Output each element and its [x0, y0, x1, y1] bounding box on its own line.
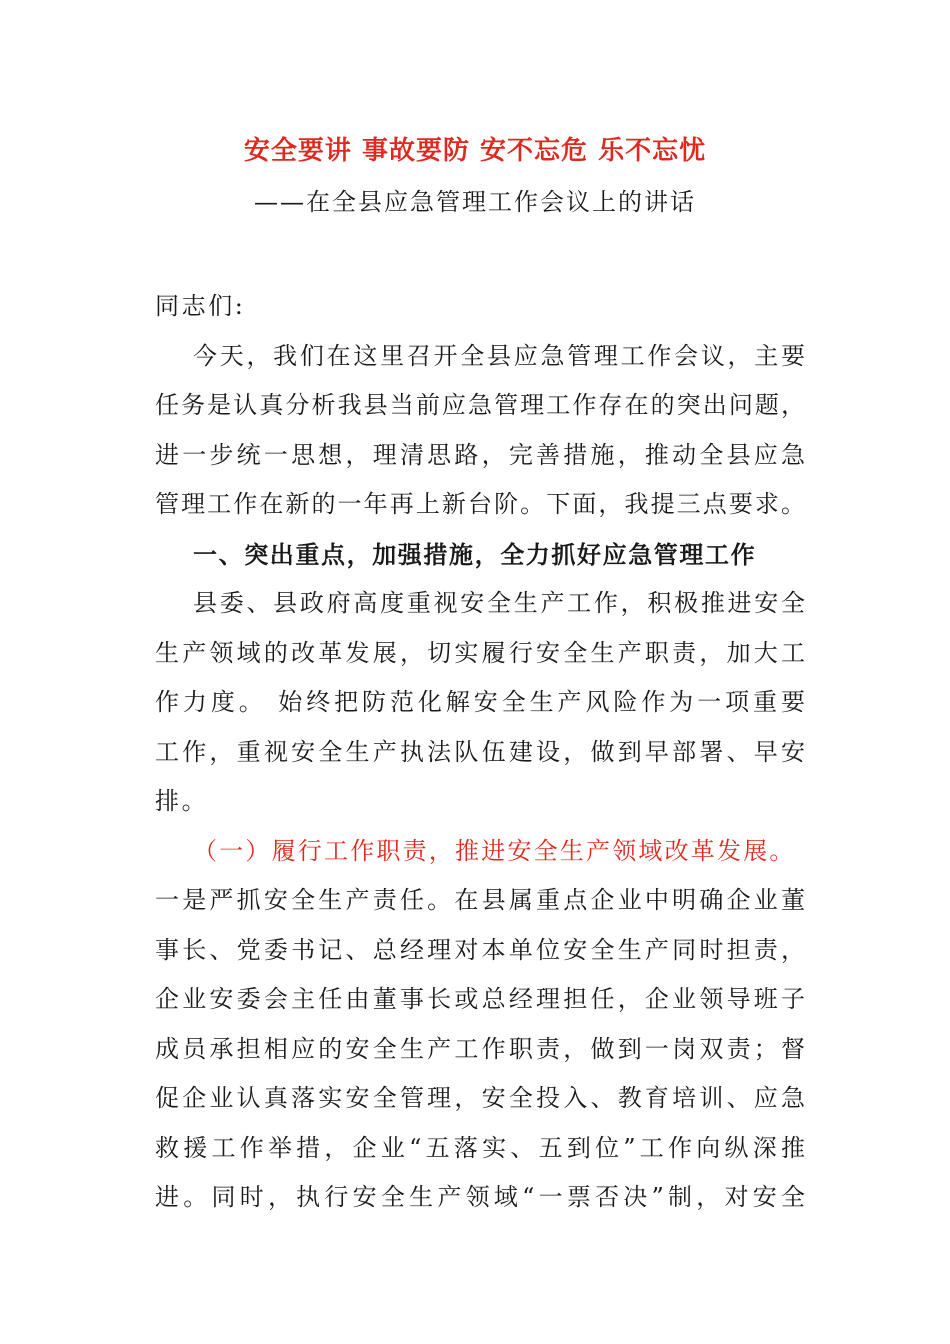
paragraph-line: 排。	[155, 787, 209, 815]
paragraph-line: 企业安委会主任由董事长或总经理担任，企业领导班子	[155, 985, 805, 1013]
paragraph-line: 成员承担相应的安全生产工作职责，做到一岗双责；督	[155, 1034, 805, 1063]
paragraph-line: 任务是认真分析我县当前应急管理工作存在的突出问题，	[155, 391, 805, 419]
paragraph-line: 进。同时，执行安全生产领域“一票否决”制，对安全	[155, 1183, 805, 1211]
document-subtitle: ——在全县应急管理工作会议上的讲话	[254, 188, 696, 216]
document-title: 安全要讲 事故要防 安不忘危 乐不忘忧	[243, 136, 707, 166]
paragraph-line: 进一步统一思想，理清思路，完善措施，推动全县应急	[155, 440, 805, 469]
paragraph-line: 救援工作举措，企业“五落实、五到位”工作向纵深推	[155, 1133, 805, 1162]
section-heading: 一、突出重点，加强措施，全力抓好应急管理工作	[193, 539, 757, 569]
paragraph-line: 事长、党委书记、总经理对本单位安全生产同时担责，	[155, 935, 805, 964]
paragraph-line: 管理工作在新的一年再上新台阶。下面，我提三点要求。	[155, 490, 805, 518]
paragraph-line: 今天，我们在这里召开全县应急管理工作会议，主要	[193, 341, 805, 370]
document-body	[155, 282, 805, 1223]
paragraph-line: 促企业认真落实安全管理，安全投入、教育培训、应急	[155, 1084, 805, 1112]
paragraph-line: 工作，重视安全生产执法队伍建设，做到早部署、早安	[155, 737, 805, 766]
paragraph-line: 作力度。 始终把防范化解安全生产风险作为一项重要	[155, 688, 805, 716]
paragraph-line: 生产领域的改革发展，切实履行安全生产职责，加大工	[155, 638, 805, 667]
paragraph-line: 一是严抓安全生产责任。在县属重点企业中明确企业董	[155, 886, 805, 914]
subsection-heading: （一）履行工作职责，推进安全生产领域改革发展。	[193, 836, 796, 865]
paragraph-line: 县委、县政府高度重视安全生产工作，积极推进安全	[193, 589, 805, 617]
salutation: 同志们:	[155, 292, 246, 320]
